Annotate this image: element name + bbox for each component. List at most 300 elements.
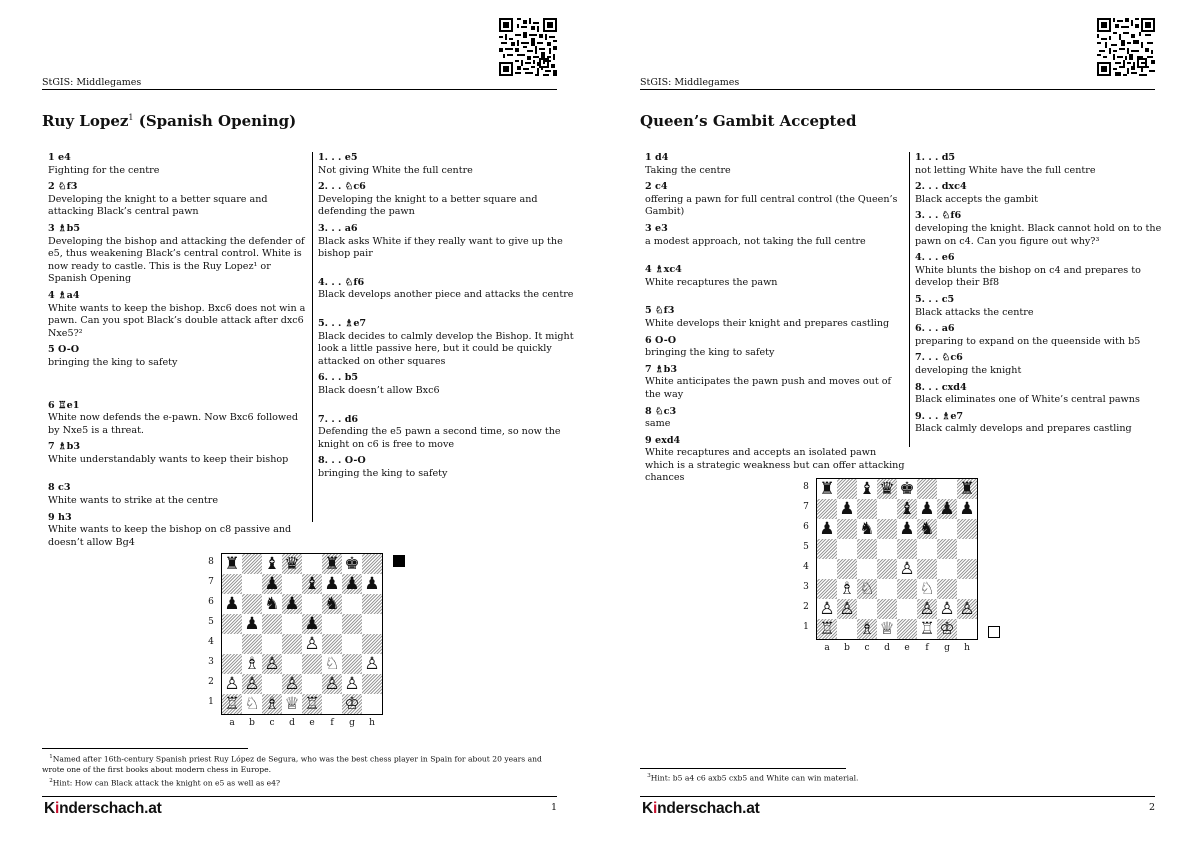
square-f8[interactable]	[322, 554, 342, 574]
chess-piece[interactable]: ♙	[819, 599, 835, 619]
move-entry	[915, 181, 1177, 206]
kinderschach-logo[interactable]: Kinderschach.at	[44, 800, 162, 817]
side-to-move-indicator	[393, 555, 405, 567]
chess-piece[interactable]: ♝	[899, 499, 915, 519]
move-entry	[915, 252, 1177, 290]
rank-label: 8	[208, 557, 214, 567]
chess-piece[interactable]: ♟	[959, 499, 975, 519]
square-b4[interactable]	[837, 559, 857, 579]
square-g5[interactable]	[937, 539, 957, 559]
running-head: StGIS: Middlegames	[42, 77, 142, 88]
square-f6[interactable]	[322, 594, 342, 614]
move-entry	[318, 152, 578, 177]
move-comment: developing the knight	[915, 364, 1022, 376]
file-label: h	[369, 718, 375, 728]
square-e4[interactable]	[897, 559, 917, 579]
chess-piece[interactable]: ♗	[839, 579, 855, 599]
square-b8[interactable]	[837, 479, 857, 499]
square-e6[interactable]	[897, 519, 917, 539]
chess-piece[interactable]: ♟	[899, 519, 915, 539]
square-b7[interactable]	[837, 499, 857, 519]
square-d6[interactable]	[877, 519, 897, 539]
square-g2[interactable]	[342, 674, 362, 694]
file-label: e	[309, 718, 315, 728]
move-entry	[48, 344, 306, 369]
square-b6[interactable]	[242, 594, 262, 614]
move-notation: 8 c3	[48, 482, 71, 494]
square-d8[interactable]	[877, 479, 897, 499]
chess-piece[interactable]: ♟	[364, 574, 380, 594]
chess-piece[interactable]: ♙	[919, 599, 935, 619]
square-g5[interactable]	[342, 614, 362, 634]
square-f5[interactable]	[322, 614, 342, 634]
move-entry	[915, 210, 1177, 248]
square-e4[interactable]	[302, 634, 322, 654]
square-e3[interactable]	[302, 654, 322, 674]
chess-piece[interactable]: ♙	[284, 674, 300, 694]
square-b7[interactable]	[242, 574, 262, 594]
square-h7[interactable]	[957, 499, 977, 519]
rank-label: 4	[208, 637, 214, 647]
square-a3[interactable]	[817, 579, 837, 599]
move-notation: 8. . . O-O	[318, 455, 366, 467]
square-f3[interactable]	[917, 579, 937, 599]
move-notation: 8 ♘c3	[645, 405, 677, 417]
chess-piece[interactable]: ♟	[819, 519, 835, 539]
square-e1[interactable]	[302, 694, 322, 714]
square-b3[interactable]	[242, 654, 262, 674]
move-entry	[915, 152, 1177, 177]
square-d6[interactable]	[282, 594, 302, 614]
square-a8[interactable]	[817, 479, 837, 499]
chess-piece[interactable]: ♔	[344, 694, 360, 714]
move-entry	[48, 181, 306, 219]
square-e3[interactable]	[897, 579, 917, 599]
move-entry	[48, 152, 306, 177]
chess-piece[interactable]: ♗	[244, 654, 260, 674]
page-title: Queen’s Gambit Accepted	[640, 112, 857, 130]
rank-label: 1	[803, 622, 809, 632]
move-notation: 9. . . ♗e7	[915, 410, 964, 422]
square-b2[interactable]	[242, 674, 262, 694]
square-g4[interactable]	[342, 634, 362, 654]
move-notation: 2. . . dxc4	[915, 181, 967, 193]
move-list	[645, 152, 1175, 484]
chess-piece[interactable]: ♜	[959, 479, 975, 499]
footnote-text: Hint: How can Black attack the knight on e5 as well as e4?	[52, 778, 281, 788]
kinderschach-logo[interactable]: Kinderschach.at	[642, 800, 760, 817]
square-f5[interactable]	[917, 539, 937, 559]
square-c2[interactable]	[857, 599, 877, 619]
square-h4[interactable]	[362, 634, 382, 654]
move-comment: Developing the bishop and attacking the defender of e5, thus weakening Black’s central control. White is now ready to castle. This is the Ruy Lopez¹ or Spanish Opening	[48, 235, 305, 285]
square-a8[interactable]	[222, 554, 242, 574]
square-f2[interactable]	[917, 599, 937, 619]
square-a7[interactable]	[222, 574, 242, 594]
square-e5[interactable]	[897, 539, 917, 559]
move-notation: 4. . . ♘f6	[318, 276, 365, 288]
square-h8[interactable]	[362, 554, 382, 574]
square-f8[interactable]	[917, 479, 937, 499]
footnote-number: 2	[49, 777, 53, 784]
chess-piece[interactable]: ♟	[839, 499, 855, 519]
chess-piece[interactable]: ♙	[264, 654, 280, 674]
square-g6[interactable]	[342, 594, 362, 614]
rank-label: 7	[803, 502, 809, 512]
chess-piece[interactable]: ♟	[264, 574, 280, 594]
move-comment: a modest approach, not taking the full centre	[645, 235, 866, 247]
square-f1[interactable]	[917, 619, 937, 639]
square-c5[interactable]	[857, 539, 877, 559]
chess-piece[interactable]: ♟	[324, 574, 340, 594]
rank-label: 8	[803, 482, 809, 492]
footnote-number: 1	[49, 754, 53, 760]
chess-piece[interactable]: ♙	[939, 599, 955, 619]
chess-piece[interactable]: ♖	[819, 619, 835, 639]
running-head: StGIS: Middlegames	[640, 77, 740, 88]
rank-label: 2	[803, 602, 809, 612]
header-rule	[640, 89, 1155, 90]
chess-piece[interactable]: ♝	[264, 554, 280, 574]
move-entry	[48, 400, 306, 438]
footer-rule	[42, 796, 557, 797]
square-c7[interactable]	[857, 499, 877, 519]
move-entry	[318, 223, 578, 261]
chess-piece[interactable]: ♟	[224, 594, 240, 614]
footer-rule	[640, 796, 1155, 797]
chess-piece[interactable]: ♟	[304, 614, 320, 634]
square-c3[interactable]	[857, 579, 877, 599]
square-b8[interactable]	[242, 554, 262, 574]
square-d1[interactable]	[877, 619, 897, 639]
move-entry	[318, 181, 578, 219]
chess-piece[interactable]: ♙	[899, 559, 915, 579]
move-notation: 5. . . c5	[915, 293, 955, 305]
square-e6[interactable]	[302, 594, 322, 614]
square-f1[interactable]	[322, 694, 342, 714]
square-d2[interactable]	[282, 674, 302, 694]
square-a5[interactable]	[817, 539, 837, 559]
square-e2[interactable]	[897, 599, 917, 619]
move-entry	[48, 223, 306, 286]
file-label: g	[944, 643, 950, 653]
square-a6[interactable]	[222, 594, 242, 614]
move-comment: White wants to strike at the centre	[48, 495, 219, 507]
square-c4[interactable]	[857, 559, 877, 579]
square-h5[interactable]	[362, 614, 382, 634]
chess-piece[interactable]: ♔	[939, 619, 955, 639]
square-a1[interactable]	[817, 619, 837, 639]
move-notation: 9 h3	[48, 511, 72, 523]
file-label: c	[864, 643, 870, 653]
square-a5[interactable]	[222, 614, 242, 634]
move-entry	[318, 372, 578, 397]
rank-label: 6	[208, 597, 214, 607]
file-label: a	[229, 718, 235, 728]
chess-piece[interactable]: ♙	[244, 674, 260, 694]
move-comment: Black calmly develops and prepares castling	[915, 423, 1132, 435]
move-notation: 6 O-O	[645, 334, 677, 346]
square-c3[interactable]	[262, 654, 282, 674]
side-to-move-indicator	[988, 626, 1000, 638]
chess-piece[interactable]: ♞	[324, 594, 340, 614]
square-h1[interactable]	[957, 619, 977, 639]
square-f2[interactable]	[322, 674, 342, 694]
chess-piece[interactable]: ♟	[344, 574, 360, 594]
chess-piece[interactable]: ♛	[879, 479, 895, 499]
square-f7[interactable]	[917, 499, 937, 519]
square-a2[interactable]	[222, 674, 242, 694]
square-d3[interactable]	[282, 654, 302, 674]
column-divider	[312, 152, 313, 522]
chess-piece[interactable]: ♝	[859, 479, 875, 499]
square-b2[interactable]	[837, 599, 857, 619]
square-g3[interactable]	[342, 654, 362, 674]
square-c5[interactable]	[262, 614, 282, 634]
page-title	[42, 112, 296, 130]
square-a3[interactable]	[222, 654, 242, 674]
square-b4[interactable]	[242, 634, 262, 654]
chess-piece[interactable]: ♖	[304, 694, 320, 714]
move-notation: 6. . . a6	[915, 323, 955, 335]
square-d8[interactable]	[282, 554, 302, 574]
chess-piece[interactable]: ♟	[919, 499, 935, 519]
chess-piece[interactable]: ♜	[224, 554, 240, 574]
chess-diagram-2	[800, 478, 1010, 658]
square-g7[interactable]	[342, 574, 362, 594]
move-notation: 3. . . ♘f6	[915, 210, 962, 222]
square-a7[interactable]	[817, 499, 837, 519]
move-comment: White recaptures and accepts an isolated pawn which is a strategic weakness but can offer attacking chances	[645, 447, 905, 484]
move-comment: bringing the king to safety	[318, 467, 448, 479]
move-comment: Developing the knight to a better square and defending the pawn	[318, 193, 538, 218]
square-d4[interactable]	[282, 634, 302, 654]
move-comment: White now defends the e-pawn. Now Bxc6 followed by Nxe5 is a threat.	[48, 412, 298, 436]
move-notation: 2. . . ♘c6	[318, 181, 366, 193]
square-e8[interactable]	[897, 479, 917, 499]
square-d7[interactable]	[282, 574, 302, 594]
file-label: h	[964, 643, 970, 653]
chess-piece[interactable]: ♙	[344, 674, 360, 694]
square-h3[interactable]	[957, 579, 977, 599]
square-d5[interactable]	[282, 614, 302, 634]
qr-code-2	[1097, 18, 1155, 76]
file-label: g	[349, 718, 355, 728]
chess-piece[interactable]: ♙	[224, 674, 240, 694]
footnote	[42, 776, 562, 789]
move-notation: 7 ♗b3	[48, 441, 80, 453]
square-c8[interactable]	[857, 479, 877, 499]
move-comment: developing the knight. Black cannot hold on to the pawn on c4. Can you figure out why?³	[915, 222, 1162, 247]
chess-piece[interactable]: ♖	[919, 619, 935, 639]
chess-piece[interactable]: ♜	[819, 479, 835, 499]
square-g3[interactable]	[937, 579, 957, 599]
square-c1[interactable]	[857, 619, 877, 639]
rank-label: 7	[208, 577, 214, 587]
rank-label: 5	[208, 617, 214, 627]
square-a4[interactable]	[817, 559, 837, 579]
square-b5[interactable]	[242, 614, 262, 634]
square-c7[interactable]	[262, 574, 282, 594]
chess-piece[interactable]: ♞	[859, 519, 875, 539]
chess-piece[interactable]: ♗	[859, 619, 875, 639]
chess-piece[interactable]: ♗	[264, 694, 280, 714]
square-c6[interactable]	[857, 519, 877, 539]
move-comment: White blunts the bishop on c4 and prepares to develop their Bf8	[915, 264, 1141, 289]
move-comment: Black doesn’t allow Bxc6	[318, 384, 440, 396]
square-b1[interactable]	[837, 619, 857, 639]
chess-piece[interactable]: ♘	[244, 694, 260, 714]
square-h2[interactable]	[957, 599, 977, 619]
chess-piece[interactable]: ♚	[899, 479, 915, 499]
move-comment: Taking the centre	[645, 164, 731, 176]
square-b1[interactable]	[242, 694, 262, 714]
file-label: b	[249, 718, 255, 728]
square-h4[interactable]	[957, 559, 977, 579]
square-f6[interactable]	[917, 519, 937, 539]
square-e7[interactable]	[897, 499, 917, 519]
square-b5[interactable]	[837, 539, 857, 559]
square-g8[interactable]	[937, 479, 957, 499]
chess-piece[interactable]: ♙	[959, 599, 975, 619]
chess-piece[interactable]: ♙	[839, 599, 855, 619]
square-g1[interactable]	[937, 619, 957, 639]
chess-piece[interactable]: ♕	[879, 619, 895, 639]
square-f7[interactable]	[322, 574, 342, 594]
chess-piece[interactable]: ♘	[859, 579, 875, 599]
square-d4[interactable]	[877, 559, 897, 579]
black-moves-column	[318, 152, 578, 484]
square-h1[interactable]	[362, 694, 382, 714]
chess-piece[interactable]: ♙	[304, 634, 320, 654]
header-rule	[42, 89, 557, 90]
square-b3[interactable]	[837, 579, 857, 599]
chess-piece[interactable]: ♝	[304, 574, 320, 594]
square-c2[interactable]	[262, 674, 282, 694]
move-comment: offering a pawn for full central control (the Queen’s Gambit)	[645, 193, 898, 218]
square-f4[interactable]	[322, 634, 342, 654]
square-d1[interactable]	[282, 694, 302, 714]
move-entry	[48, 482, 306, 507]
square-g4[interactable]	[937, 559, 957, 579]
move-entry	[318, 277, 578, 302]
square-h5[interactable]	[957, 539, 977, 559]
chess-piece[interactable]: ♙	[364, 654, 380, 674]
chess-piece[interactable]: ♛	[284, 554, 300, 574]
white-moves-column	[48, 152, 306, 553]
footnote-text: Hint: b5 a4 c6 axb5 cxb5 and White can win material.	[650, 773, 859, 783]
move-entry	[318, 455, 578, 480]
square-a6[interactable]	[817, 519, 837, 539]
square-e5[interactable]	[302, 614, 322, 634]
footnote	[42, 752, 562, 776]
move-comment: Not giving White the full centre	[318, 164, 473, 176]
square-g1[interactable]	[342, 694, 362, 714]
square-e8[interactable]	[302, 554, 322, 574]
square-d5[interactable]	[877, 539, 897, 559]
move-comment: White anticipates the pawn push and moves out of the way	[645, 376, 892, 400]
square-h6[interactable]	[362, 594, 382, 614]
move-comment: Black accepts the gambit	[915, 193, 1038, 205]
chess-piece[interactable]: ♟	[244, 614, 260, 634]
chess-piece[interactable]: ♞	[919, 519, 935, 539]
square-e7[interactable]	[302, 574, 322, 594]
square-d2[interactable]	[877, 599, 897, 619]
square-a1[interactable]	[222, 694, 242, 714]
square-g2[interactable]	[937, 599, 957, 619]
square-g6[interactable]	[937, 519, 957, 539]
square-a4[interactable]	[222, 634, 242, 654]
move-notation: 9 exd4	[645, 434, 681, 446]
square-c6[interactable]	[262, 594, 282, 614]
chess-piece[interactable]: ♕	[284, 694, 300, 714]
move-notation: 2 ♘f3	[48, 181, 78, 193]
chess-piece[interactable]: ♙	[324, 674, 340, 694]
square-e1[interactable]	[897, 619, 917, 639]
square-d7[interactable]	[877, 499, 897, 519]
move-entry	[645, 264, 905, 289]
chess-piece[interactable]: ♜	[324, 554, 340, 574]
square-c8[interactable]	[262, 554, 282, 574]
square-h3[interactable]	[362, 654, 382, 674]
move-notation: 8. . . cxd4	[915, 381, 967, 393]
square-f4[interactable]	[917, 559, 937, 579]
chess-piece[interactable]: ♚	[344, 554, 360, 574]
square-h2[interactable]	[362, 674, 382, 694]
square-g7[interactable]	[937, 499, 957, 519]
rank-label: 6	[803, 522, 809, 532]
square-e2[interactable]	[302, 674, 322, 694]
move-entry	[48, 290, 306, 340]
footnote	[640, 771, 1160, 784]
white-moves-column	[645, 152, 905, 489]
footnotes	[640, 771, 1160, 784]
chess-piece[interactable]: ♘	[324, 654, 340, 674]
title-footnote-mark: 1	[128, 113, 134, 122]
file-label: d	[289, 718, 295, 728]
square-h8[interactable]	[957, 479, 977, 499]
file-label: d	[884, 643, 890, 653]
move-comment: bringing the king to safety	[48, 356, 178, 368]
chess-piece[interactable]: ♞	[264, 594, 280, 614]
chess-piece[interactable]: ♟	[939, 499, 955, 519]
square-c4[interactable]	[262, 634, 282, 654]
move-entry	[318, 318, 578, 368]
move-notation: 5. . . ♗e7	[318, 317, 367, 329]
chess-diagram-1	[205, 553, 415, 733]
move-comment: Black develops another piece and attacks the centre	[318, 289, 574, 301]
move-notation: 6 ♖e1	[48, 399, 80, 411]
square-f3[interactable]	[322, 654, 342, 674]
rank-label: 5	[803, 542, 809, 552]
square-c1[interactable]	[262, 694, 282, 714]
file-label: c	[269, 718, 275, 728]
square-h7[interactable]	[362, 574, 382, 594]
square-a2[interactable]	[817, 599, 837, 619]
move-entry	[645, 305, 905, 330]
square-h6[interactable]	[957, 519, 977, 539]
chess-piece[interactable]: ♟	[284, 594, 300, 614]
move-comment: White wants to keep the bishop. Bxc6 does not win a pawn. Can you spot Black’s double attack after dxc6 Nxe5?²	[48, 302, 306, 339]
chess-piece[interactable]: ♖	[224, 694, 240, 714]
move-notation: 5 ♘f3	[645, 305, 675, 317]
square-b6[interactable]	[837, 519, 857, 539]
square-g8[interactable]	[342, 554, 362, 574]
square-d3[interactable]	[877, 579, 897, 599]
move-entry	[645, 152, 905, 177]
chess-piece[interactable]: ♘	[919, 579, 935, 599]
move-comment: same	[645, 418, 671, 430]
